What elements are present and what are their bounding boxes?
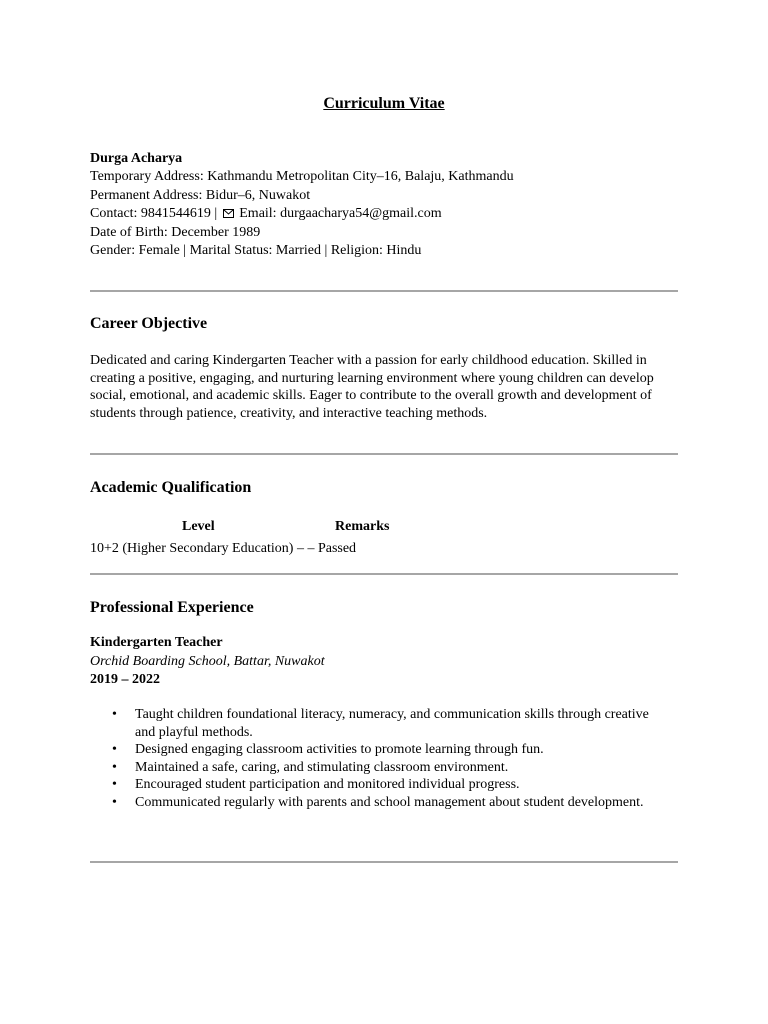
section-divider (90, 290, 678, 292)
list-item: • Designed engaging classroom activities to promote learning through fun. (112, 742, 544, 757)
job-title: Kindergarten Teacher (90, 635, 223, 650)
academic-qualification-heading: Academic Qualification (90, 479, 252, 496)
bullet-icon: • (112, 707, 117, 722)
section-divider (90, 573, 678, 575)
contact-phone: Contact: 9841544619 | (90, 205, 218, 221)
job-block (90, 634, 325, 690)
job-organization: Orchid Boarding School, Battar, Nuwakot (90, 653, 325, 669)
list-item: • Communicated regularly with parents and school management about student development. (112, 794, 644, 810)
section-divider (90, 453, 678, 455)
contact-line (90, 205, 514, 224)
column-header-remarks: Remarks (335, 519, 390, 534)
personal-details: Gender: Female | Marital Status: Married | Religion: Hindu (90, 243, 422, 259)
career-objective-heading: Career Objective (90, 315, 208, 332)
section-divider (90, 861, 678, 863)
bullet-icon: • (112, 742, 117, 757)
date-of-birth: Date of Birth: December 1989 (90, 225, 261, 241)
temporary-address: Temporary Address: Kathmandu Metropolitan City–16, Balaju, Kathmandu (90, 169, 514, 185)
column-header-level: Level (182, 519, 215, 534)
bullet-icon: • (112, 777, 117, 792)
envelope-icon (223, 206, 234, 224)
list-item: • Encouraged student participation and monitored individual progress. (112, 777, 520, 792)
candidate-name: Durga Acharya (90, 151, 183, 166)
job-years: 2019 – 2022 (90, 672, 160, 687)
professional-experience-heading: Professional Experience (90, 599, 254, 616)
permanent-address: Permanent Address: Bidur–6, Nuwakot (90, 187, 311, 203)
qualification-row: 10+2 (Higher Secondary Education) – – Passed (90, 541, 357, 556)
list-item: • Maintained a safe, caring, and stimulating classroom environment. (112, 759, 509, 775)
list-item: • Taught children foundational literacy, numeracy, and communication skills through creative and playful methods. (112, 707, 649, 740)
contact-block (90, 150, 514, 261)
bullet-icon: • (112, 759, 117, 775)
contact-email: Email: durgaacharya54@gmail.com (239, 205, 442, 221)
document-title: Curriculum Vitae (323, 95, 445, 112)
responsibility-list (90, 706, 650, 811)
career-objective-text: Dedicated and caring Kindergarten Teacher with a passion for early childhood education. Skilled in creating a positive, engaging, and nurturing learning environment where young children can develop social, emotional, and academic skills. Eager to contribute to the overall growth and development of students through patience, creativity, and interactive teaching methods. (90, 353, 654, 421)
bullet-icon: • (112, 794, 117, 810)
